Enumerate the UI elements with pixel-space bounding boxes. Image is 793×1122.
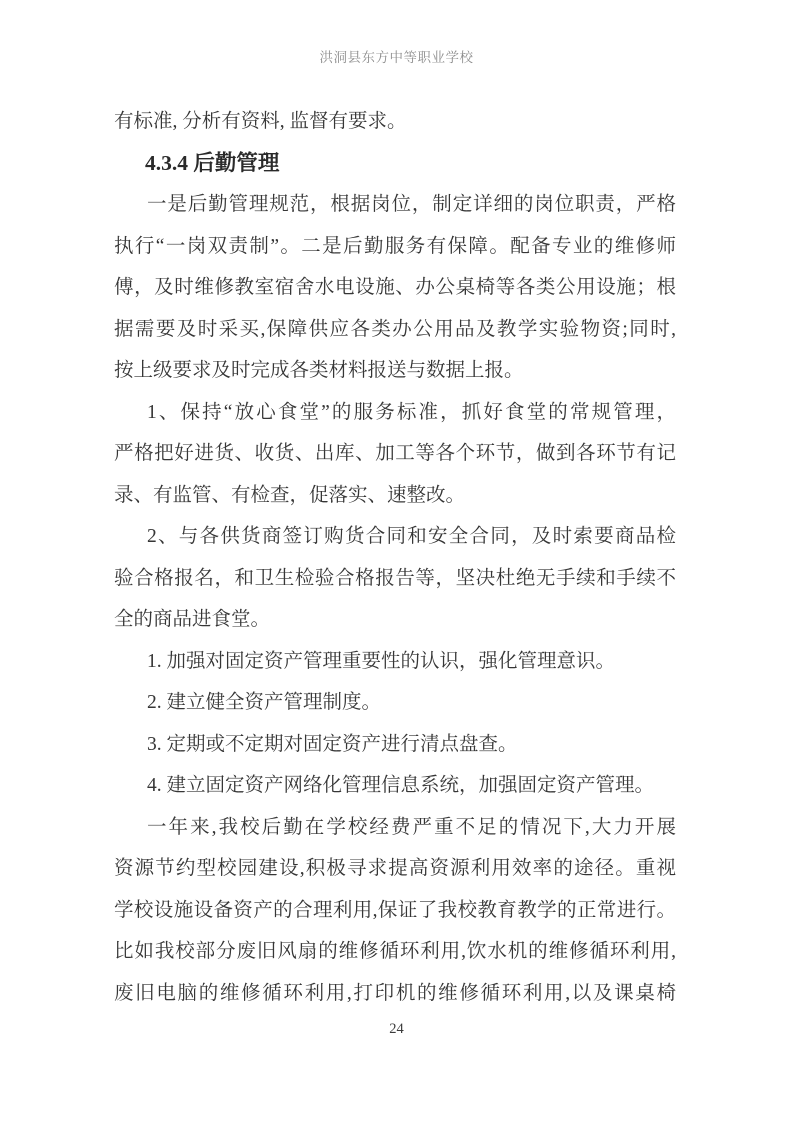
text-line: 录、有监管、有检查，促落实、速整改。 <box>114 484 466 506</box>
text-line: 有标准, 分析有资料, 监督有要求。 <box>114 111 407 132</box>
text-line: 执行“一岗双责制”。二是后勤服务有保障。配备专业的维修师 <box>114 235 676 257</box>
text-line: 1、保持“放心食堂”的服务标准，抓好食堂的常规管理， <box>147 401 676 423</box>
text-line: 资源节约型校园建设,积极寻求提高资源利用效率的途径。重视 <box>114 858 676 879</box>
text-line: 一是后勤管理规范，根据岗位，制定详细的岗位职责，严格 <box>147 194 676 215</box>
document-body <box>114 101 676 1014</box>
text-line: 3. 定期或不定期对固定资产进行清点盘查。 <box>147 733 518 755</box>
page-header <box>0 49 793 66</box>
text-line: 比如我校部分废旧风扇的维修循环利用,饮水机的维修循环利用, <box>114 941 676 962</box>
text-line: 全的商品进食堂。 <box>114 609 271 630</box>
school-name-text: 洪洞县东方中等职业学校 <box>319 50 474 65</box>
text-line: 按上级要求及时完成各类材料报送与数据上报。 <box>114 360 524 381</box>
text-line: 1. 加强对固定资产管理重要性的认识，强化管理意识。 <box>147 650 616 672</box>
text-line: 验合格报名，和卫生检验合格报告等，坚决杜绝无手续和手续不 <box>114 567 676 589</box>
text-line: 2. 建立健全资产管理制度。 <box>147 692 382 713</box>
text-line: 严格把好进货、收货、出库、加工等各个环节，做到各环节有记 <box>114 443 676 464</box>
text-line: 傅，及时维修教室宿舍水电设施、办公桌椅等各类公用设施；根 <box>114 277 676 298</box>
page-number: 24 <box>389 1021 404 1037</box>
text-line: 据需要及时采买,保障供应各类办公用品及教学实验物资;同时, <box>114 318 676 340</box>
text-line: 一年来,我校后勤在学校经费严重不足的情况下,大力开展 <box>147 816 676 838</box>
section-heading: 4.3.4 后勤管理 <box>145 150 280 175</box>
text-line: 2、与各供货商签订购货合同和安全合同，及时索要商品检 <box>147 526 676 547</box>
text-line: 学校设施设备资产的合理利用,保证了我校教育教学的正常进行。 <box>114 899 676 921</box>
text-line: 废旧电脑的维修循环利用,打印机的维修循环利用,以及课桌椅 <box>114 982 676 1004</box>
text-line: 4. 建立固定资产网络化管理信息系统，加强固定资产管理。 <box>147 775 655 796</box>
